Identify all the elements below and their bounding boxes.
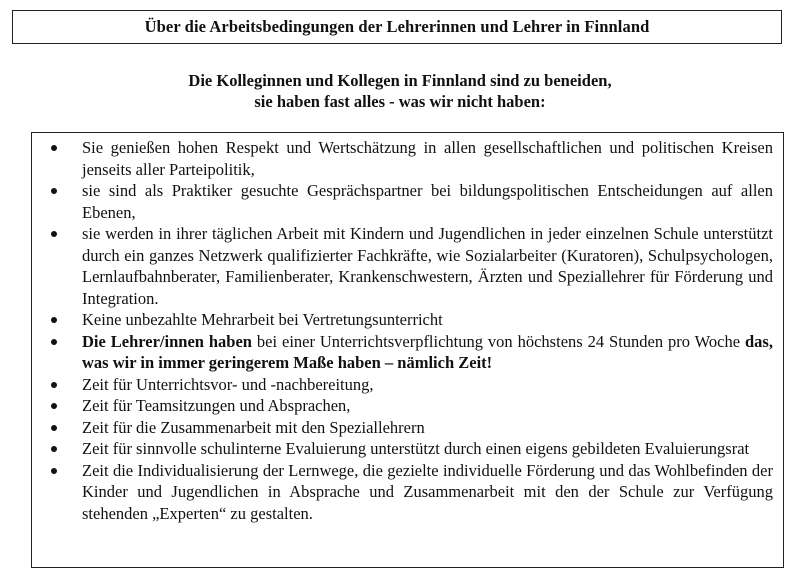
list-item (32, 460, 773, 525)
list-item-text: sie werden in ihrer täglichen Arbeit mit Kindern und Jugendlichen in jeder einzelnen Schule unterstützt durch ein ganzes Netzwerk qualifizierter Fachkräfte, wie Sozialarbeiter (Kuratoren), Schulpsychologen, Lernlaufbahnberater, Familienberater, Krankenschwestern, Ärzten und Speziallehrer für Förderung und Integration. (82, 224, 773, 308)
list-item (32, 395, 773, 417)
bullet-icon (51, 468, 57, 474)
bullet-icon (51, 382, 57, 388)
subtitle-line-2: sie haben fast alles - was wir nicht haben: (254, 92, 546, 111)
bullet-icon (51, 425, 57, 431)
list-item (32, 309, 773, 331)
list-item-text: Keine unbezahlte Mehrarbeit bei Vertretungsunterricht (82, 310, 443, 329)
list-item (32, 180, 773, 223)
bullet-icon (51, 446, 57, 452)
document-title: Über die Arbeitsbedingungen der Lehrerinnen und Lehrer in Finnland (12, 10, 782, 44)
subtitle (0, 70, 800, 112)
list-item (32, 374, 773, 396)
list-item-bold-lead: Die Lehrer/innen haben (82, 331, 252, 351)
bullet-list (32, 133, 783, 524)
bullet-list-box (31, 132, 784, 568)
list-item (32, 417, 773, 439)
list-item-text: Zeit für Teamsitzungen und Absprachen, (82, 396, 351, 415)
list-item-text: Zeit die Individualisierung der Lernwege, die gezielte individuelle Förderung und das Wohlbefinden der Kinder und Jugendlichen in Absprache und Zusammenarbeit mit den der Schule zur Verfügung stehenden „Experten“ zu gestalten. (82, 460, 773, 523)
list-item-text: sie sind als Praktiker gesuchte Gesprächspartner bei bildungspolitischen Entscheidungen auf allen Ebenen, (82, 181, 773, 222)
bullet-icon (51, 188, 57, 194)
list-item-text: Sie genießen hohen Respekt und Wertschätzung in allen gesellschaftlichen und politischen Kreisen jenseits aller Parteipolitik, (82, 138, 773, 179)
bullet-icon (51, 145, 57, 151)
list-item (32, 223, 773, 309)
list-item-text: Zeit für Unterrichtsvor- und -nachbereitung, (82, 374, 374, 394)
list-item (32, 137, 773, 180)
list-item-bold-emphasis: das, was wir in immer geringerem Maße haben – nämlich Zeit! (82, 331, 773, 372)
list-item-text: Zeit für die Zusammenarbeit mit den Speziallehrern (82, 417, 425, 437)
subtitle-line-1: Die Kolleginnen und Kollegen in Finnland sind zu beneiden, (188, 71, 612, 90)
bullet-icon (51, 317, 57, 323)
list-item-text: Zeit für sinnvolle schulinterne Evaluierung unterstützt durch einen eigens gebildeten Evaluierungsrat (82, 439, 750, 458)
bullet-icon (51, 403, 57, 409)
list-item (32, 438, 773, 460)
list-item (32, 331, 773, 374)
bullet-icon (51, 231, 57, 237)
list-item-text: bei einer Unterrichtsverpflichtung von höchstens 24 Stunden pro Woche (251, 331, 745, 351)
bullet-icon (51, 339, 57, 345)
